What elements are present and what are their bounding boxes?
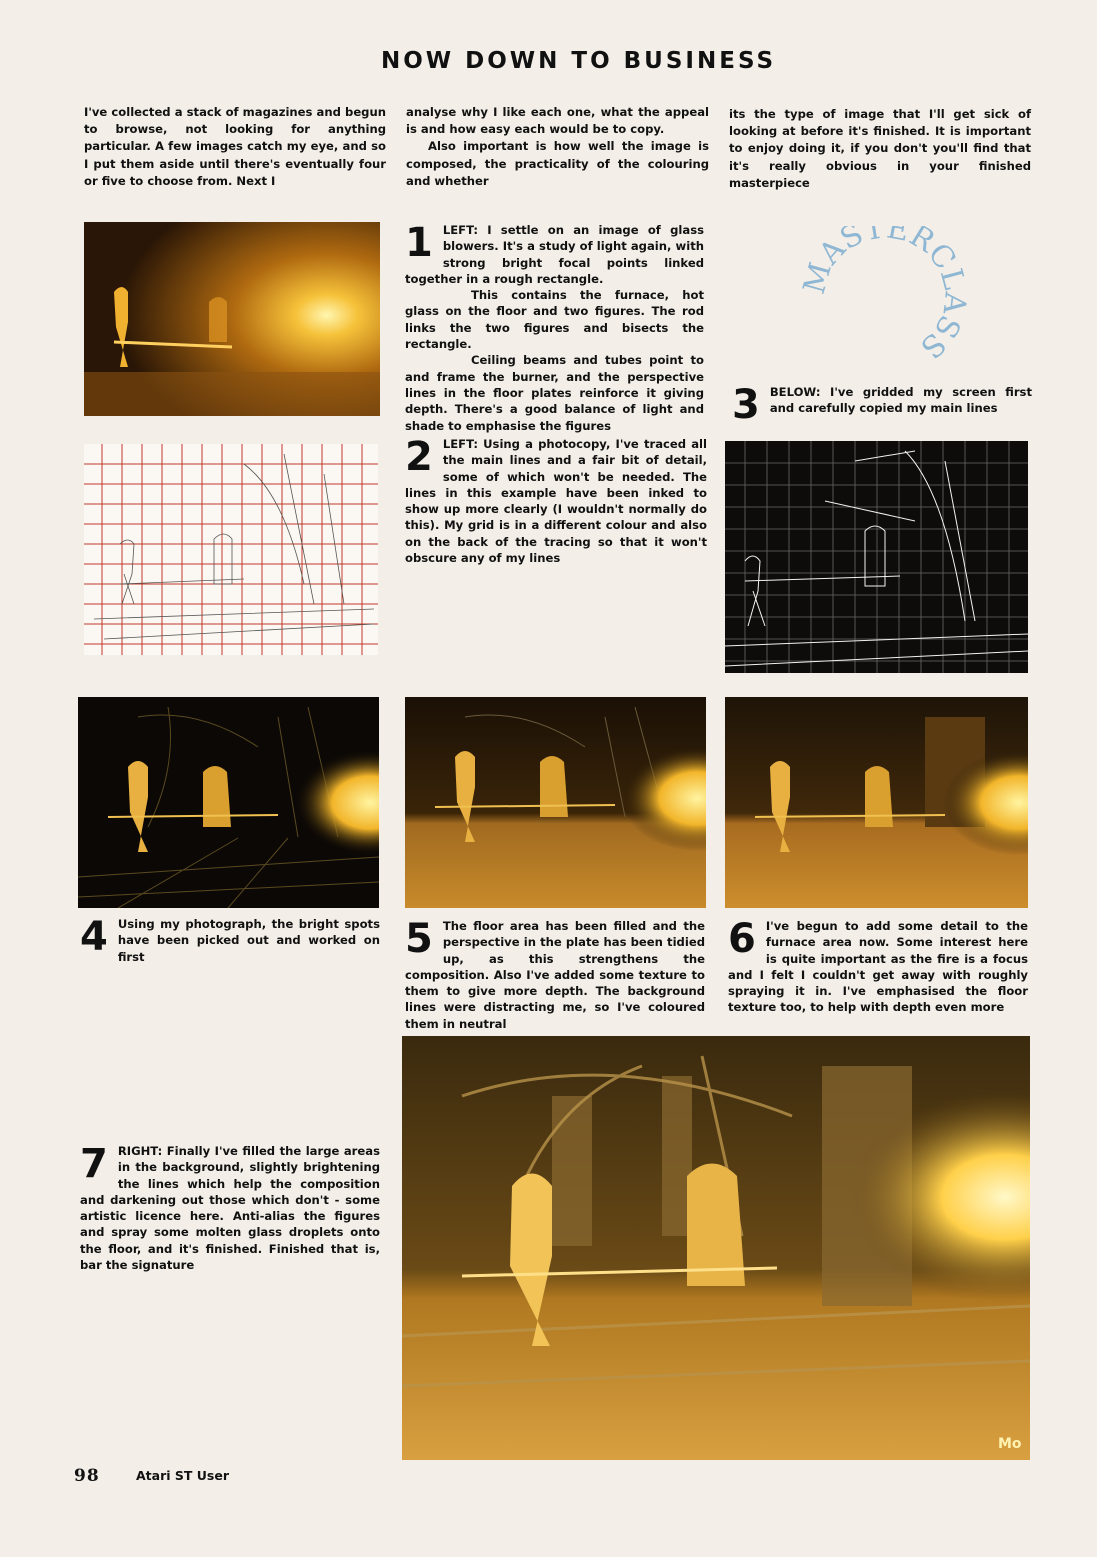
intro-column-1 xyxy=(84,104,386,190)
step-6-text: I've begun to add some detail to the furnace area now. Some interest here is quite important as the fire is a focus and I felt I couldn't get away with roughly spraying it in. I've emphasised the floor texture too, to help with depth even more xyxy=(728,919,1028,1015)
step-1-number: 1 xyxy=(405,220,433,266)
intro-column-3 xyxy=(729,106,1031,192)
stage-6-image xyxy=(725,697,1028,908)
page-title: NOW DOWN TO BUSINESS xyxy=(380,48,777,74)
intro-col2-text-b: Also important is how well the image is composed, the practicality of the colouring and whether xyxy=(406,139,709,188)
intro-col3-text: its the type of image that I'll get sick of looking at before it's finished. It is important to enjoy doing it, if you don't you'll find that it's really obvious in your finished masterpiece xyxy=(729,107,1031,190)
step-5-text: The floor area has been filled and the perspective in the plate has been tidied up, as this strengthens the composition. Also I've added some texture to them to give more depth. The background lines were distracting me, so I've coloured them in neutral xyxy=(405,919,705,1031)
intro-col2-text-a: analyse why I like each one, what the appeal is and how easy each would be to copy. xyxy=(406,105,709,137)
step-4-number: 4 xyxy=(80,914,108,960)
tracing-grid-image xyxy=(84,444,378,655)
step-2-text: LEFT: Using a photocopy, I've traced all the main lines and a fair bit of detail, some of which won't be needed. The lines in this example have been inked to show up more clearly (I wouldn't normally do this). My grid is in a different colour and also on the back of the tracing so that it won't obscure any of my lines xyxy=(405,437,707,566)
masterclass-badge xyxy=(800,226,970,376)
stage-5-image xyxy=(405,697,706,908)
step-1-caption xyxy=(405,222,704,434)
step-3-number: 3 xyxy=(732,382,760,428)
intro-col1-text: I've collected a stack of magazines and begun to browse, not looking for anything particular. A few images catch my eye, and so I put them aside until there's eventually four or five to choose from. Next I xyxy=(84,105,386,188)
glass-blowers-photo xyxy=(84,222,380,416)
step-1-text-b: This contains the furnace, hot glass on the floor and two figures. The rod links the two figures and bisects the rectangle. xyxy=(405,288,704,352)
step-2-number: 2 xyxy=(405,434,433,480)
step-4-text: Using my photograph, the bright spots have been picked out and worked on first xyxy=(117,917,380,964)
final-artwork-image xyxy=(402,1036,1030,1460)
step-5-number: 5 xyxy=(405,916,433,962)
step-6-number: 6 xyxy=(728,916,756,962)
masterclass-badge-text: MASTERCLASS xyxy=(800,226,970,365)
step-4-caption xyxy=(80,916,380,965)
signature-mark: Mo xyxy=(998,1436,1022,1452)
step-5-caption xyxy=(405,918,705,1032)
stage-4-image xyxy=(78,697,379,908)
step-1-text-c: Ceiling beams and tubes point to and frame the burner, and the perspective lines in the floor plates reinforce it giving depth. There's a good balance of light and shade to emphasise the figures xyxy=(405,353,704,433)
step-7-number: 7 xyxy=(80,1141,108,1187)
step-3-caption xyxy=(732,382,1032,428)
page-number: 98 xyxy=(74,1466,100,1486)
screen-grid-image xyxy=(725,441,1028,673)
step-7-text: RIGHT: Finally I've filled the large areas in the background, slightly brightening the lines which help the composition and darkening out those which don't - some artistic licence here. Anti-alias the figures and spray some molten glass droplets onto the floor, and it's finished. Finished that is, bar the signature xyxy=(80,1144,380,1273)
step-1-text-a: LEFT: I settle on an image of glass blowers. It's a study of light again, with strong bright focal points linked together in a rough rectangle. xyxy=(405,223,704,286)
magazine-name: Atari ST User xyxy=(136,1468,229,1483)
step-7-caption xyxy=(80,1143,380,1273)
step-6-caption xyxy=(728,918,1028,1016)
step-3-text: BELOW: I've gridded my screen first and carefully copied my main lines xyxy=(769,385,1032,416)
step-2-caption xyxy=(405,436,707,566)
intro-column-2 xyxy=(406,104,709,190)
